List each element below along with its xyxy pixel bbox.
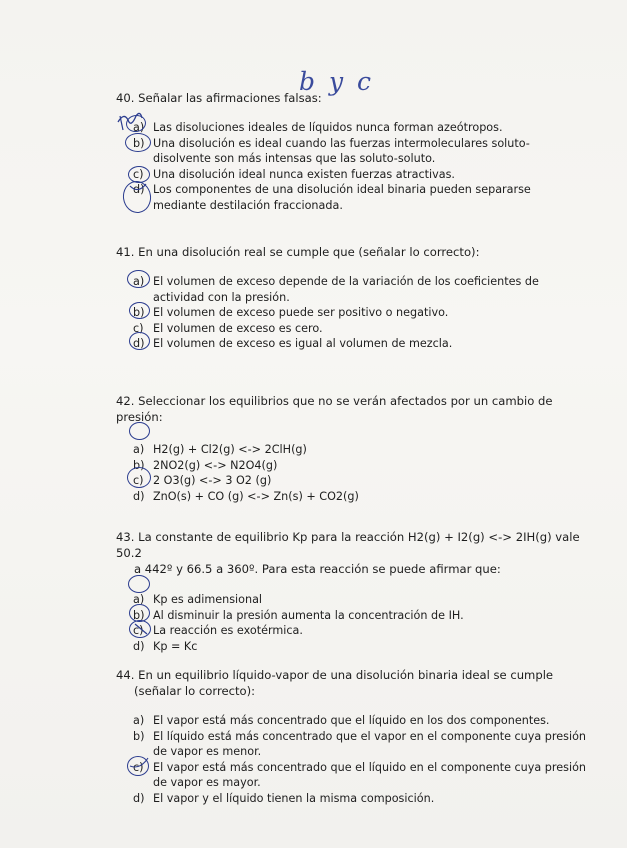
option-text: El volumen de exceso puede ser positivo o negativo. bbox=[153, 306, 449, 320]
question-stem-line1: 44. En un equilibrio líquido-vapor de una disolución binaria ideal se cumple bbox=[116, 668, 554, 682]
option-letter: d) bbox=[133, 183, 145, 197]
option-text: H2(g) + Cl2(g) <-> 2ClH(g) bbox=[153, 443, 307, 456]
question-stem-line1: 43. La constante de equilibrio Kp para la reacción H2(g) + I2(g) <-> 2IH(g) vale 50.2 bbox=[116, 530, 580, 560]
option-text: El volumen de exceso es cero. bbox=[153, 321, 323, 335]
option-letter: c) bbox=[133, 321, 144, 335]
option-text: 2 O3(g) <-> 3 O2 (g) bbox=[153, 474, 272, 488]
handwritten-answer: b y c bbox=[299, 67, 375, 96]
option-letter: d) bbox=[133, 639, 145, 653]
option-letter: b) bbox=[133, 458, 145, 472]
option-text: Kp = Kc bbox=[153, 639, 198, 653]
option-letter: b) bbox=[133, 136, 145, 150]
option-text: Kp es adimensional bbox=[153, 593, 263, 606]
question-stem: 41. En una disolución real se cumple que (señalar lo correcto): bbox=[116, 245, 480, 259]
option-text: El volumen de exceso depende de la variación de los coeficientes de actividad con la presión. bbox=[153, 275, 539, 304]
option-letter: a) bbox=[133, 121, 145, 134]
option-letter: c) bbox=[133, 474, 144, 488]
option-text: La reacción es exotérmica. bbox=[153, 624, 303, 638]
option-letter: a) bbox=[133, 275, 145, 288]
option-text: El volumen de exceso es igual al volumen de mezcla. bbox=[153, 337, 453, 351]
option-letter: b) bbox=[133, 608, 145, 622]
option-letter: d) bbox=[133, 791, 145, 805]
option-letter: c) bbox=[133, 167, 144, 181]
option-letter: d) bbox=[133, 337, 145, 351]
question-stem-line2: a 442º y 66.5 a 360º. Para esta reacción se puede afirmar que: bbox=[134, 562, 501, 576]
option-text: ZnO(s) + CO (g) <-> Zn(s) + CO2(g) bbox=[153, 489, 359, 503]
option-text: Una disolución es ideal cuando las fuerzas intermoleculares soluto-disolvente son más intensas que las soluto-soluto. bbox=[153, 136, 530, 166]
option-letter: d) bbox=[133, 489, 145, 503]
question-stem-line2: (señalar lo correcto): bbox=[134, 684, 256, 698]
option-letter: b) bbox=[133, 729, 145, 743]
option-letter: a) bbox=[133, 593, 145, 606]
option-letter: c) bbox=[133, 760, 144, 774]
option-text: Al disminuir la presión aumenta la concentración de IH. bbox=[153, 608, 464, 622]
option-letter: a) bbox=[133, 714, 145, 727]
option-text: Una disolución ideal nunca existen fuerzas atractivas. bbox=[153, 167, 455, 181]
option-text: El líquido está más concentrado que el vapor en el componente cuya presión de vapor es menor. bbox=[153, 729, 587, 759]
option-text: El vapor está más concentrado que el líquido en los dos componentes. bbox=[153, 714, 550, 727]
option-letter: a) bbox=[133, 443, 145, 456]
option-text: Los componentes de una disolución ideal binaria pueden separarse mediante destilación fraccionada. bbox=[153, 183, 531, 212]
option-letter: b) bbox=[133, 306, 145, 320]
question-stem: 40. Señalar las afirmaciones falsas: bbox=[116, 91, 322, 105]
option-text: El vapor y el líquido tienen la misma composición. bbox=[153, 791, 435, 805]
question-stem: 42. Seleccionar los equilibrios que no se verán afectados por un cambio de presión: bbox=[116, 394, 553, 424]
option-text: El vapor está más concentrado que el líquido en el componente cuya presión de vapor es mayor. bbox=[153, 760, 587, 790]
option-text: Las disoluciones ideales de líquidos nunca forman azeótropos. bbox=[153, 121, 503, 134]
option-letter: c) bbox=[133, 624, 144, 638]
option-text: 2NO2(g) <-> N2O4(g) bbox=[153, 458, 278, 472]
